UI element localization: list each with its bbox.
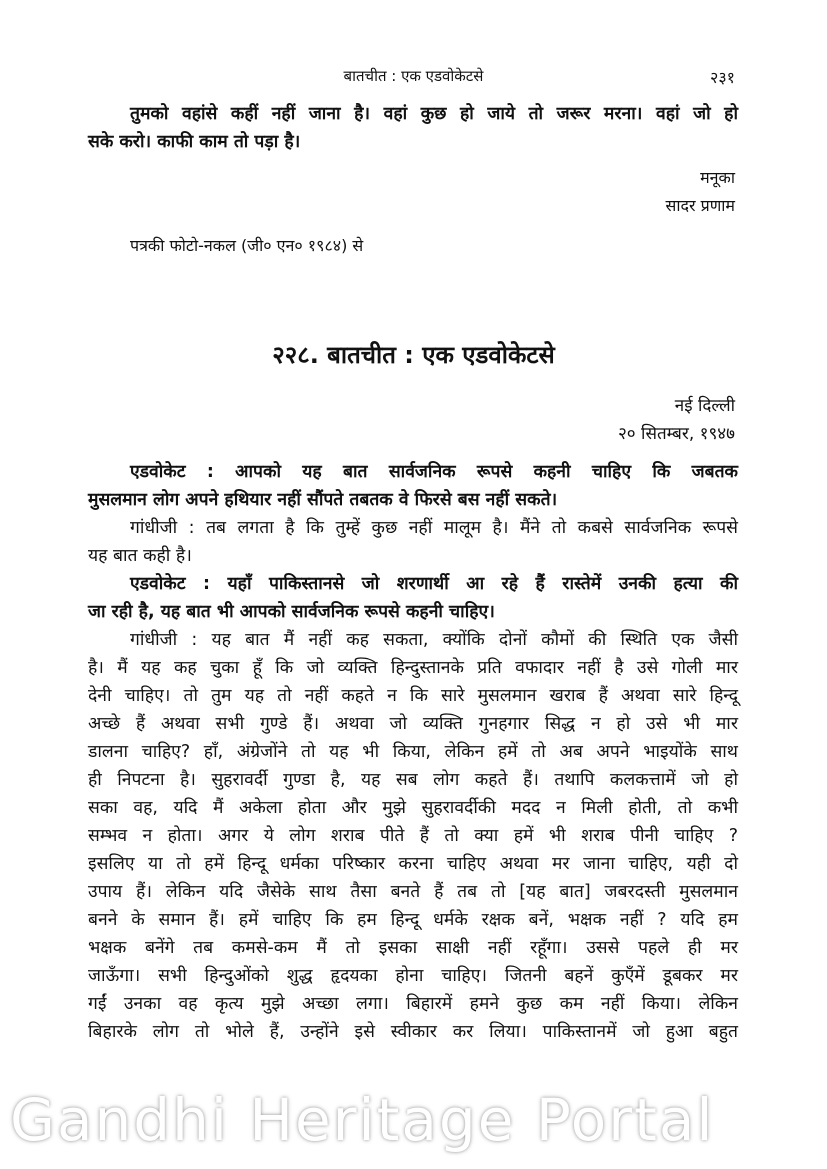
paragraph-advocate [88,570,738,626]
text-line: यह बात कही है। [88,546,192,566]
text-line: गईं उनका वह कृत्य मुझे अच्छा लगा। बिहारमें हमने कुछ कम नहीं किया। लेकिन [88,994,738,1014]
watermark: Gandhi Heritage Portal [10,1086,715,1154]
page-header [0,66,827,90]
dialogue [88,458,738,1046]
text-line: उपाय हैं। लेकिन यदि जैसेके साथ तैसा बनते हैं तब तो [यह बात] जबरदस्ती मुसलमान [88,882,738,902]
text-line: गांधीजी : यह बात मैं नहीं कह सकता, क्योंकि दोनों कौमों की स्थिति एक जैसी [130,630,738,650]
text-line: तुमको वहांसे कहीं नहीं जाना है। वहां कुछ हो जाये तो जरूर मरना। वहां जो हो [130,104,738,124]
text-line: एडवोकेट : आपको यह बात सार्वजनिक रूपसे कहनी चाहिए कि जबतक [130,462,738,482]
text-line: सम्भव न होता। अगर ये लोग शराब पीते हैं तो क्या हमें भी शराब पीनी चाहिए ? [88,826,738,846]
text-line: मुसलमान लोग अपने हथियार नहीं सौंपते तबतक वे फिरसे बस नहीं सकते। [88,490,558,510]
running-title: बातचीत : एक एडवोकेटसे [343,67,484,85]
paragraph-advocate [88,458,738,514]
text-line: बिहारके लोग तो भोले हैं, उन्होंने इसे स्वीकार कर लिया। पाकिस्तानमें जो हुआ बहुत [88,1022,738,1042]
dateline-place: नई दिल्ली [674,396,735,416]
signoff-greeting: सादर प्रणाम [665,196,735,215]
signoff-name: मनूका [700,168,735,187]
text-line: गांधीजी : तब लगता है कि तुम्हें कुछ नहीं मालूम है। मैंने तो कबसे सार्वजनिक रूपसे [130,518,738,538]
paragraph-gandhiji [88,626,738,1046]
text-line: ही निपटना है। सुहरावर्दी गुण्डा है, यह सब लोग कहते हैं। तथापि कलकत्तामें जो हो [88,770,738,790]
dateline-date: २० सितम्बर, १९४७ [617,424,735,444]
text-line: सका वह, यदि मैं अकेला होता और मुझे सुहरावर्दीकी मदद न मिली होती, तो कभी [88,798,738,818]
text-line: जा रही है, यह बात भी आपको सार्वजनिक रूपसे कहनी चाहिए। [88,602,495,622]
text-line: जाऊँगा। सभी हिन्दुओंको शुद्ध हृदयका होना चाहिए। जितनी बहनें कुएँमें डूबकर मर [88,966,738,986]
text-line: भक्षक बनेंगे तब कमसे-कम मैं तो इसका साक्षी नहीं रहूँगा। उससे पहले ही मर [88,938,738,958]
text-line: एडवोकेट : यहाँ पाकिस्तानसे जो शरणार्थी आ रहे हैं रास्तेमें उनकी हत्या की [130,574,738,594]
text-line: डालना चाहिए? हाँ, अंग्रेजोंने तो यह भी किया, लेकिन हमें तो अब अपने भाइयोंके साथ [88,742,738,762]
source-note: पत्रकी फोटो-नकल (जी० एन० १९८४) से [130,236,364,255]
page-number: २३१ [710,68,735,87]
paragraph-gandhiji [88,514,738,570]
text-line: है। मैं यह कह चुका हूँ कि जो व्यक्ति हिन्दुस्तानके प्रति वफादार नहीं है उसे गोली मार [88,658,738,678]
text-line: अच्छे हैं अथवा सभी गुण्डे हैं। अथवा जो व्यक्ति गुनहगार सिद्ध न हो उसे भी मार [88,714,738,734]
previous-letter-paragraph [88,100,738,156]
text-line: देनी चाहिए। तो तुम यह तो नहीं कहते न कि सारे मुसलमान खराब हैं अथवा सारे हिन्दू [88,686,738,706]
text-line: इसलिए या तो हमें हिन्दू धर्मका परिष्कार करना चाहिए अथवा मर जाना चाहिए, यही दो [88,854,738,874]
text-line: बनने के समान हैं। हमें चाहिए कि हम हिन्दू धर्मके रक्षक बनें, भक्षक नहीं ? यदि हम [88,910,738,930]
document-title: २२८. बातचीत : एक एडवोकेटसे [272,341,555,369]
text-line: सके करो। काफी काम तो पड़ा है। [88,132,301,152]
